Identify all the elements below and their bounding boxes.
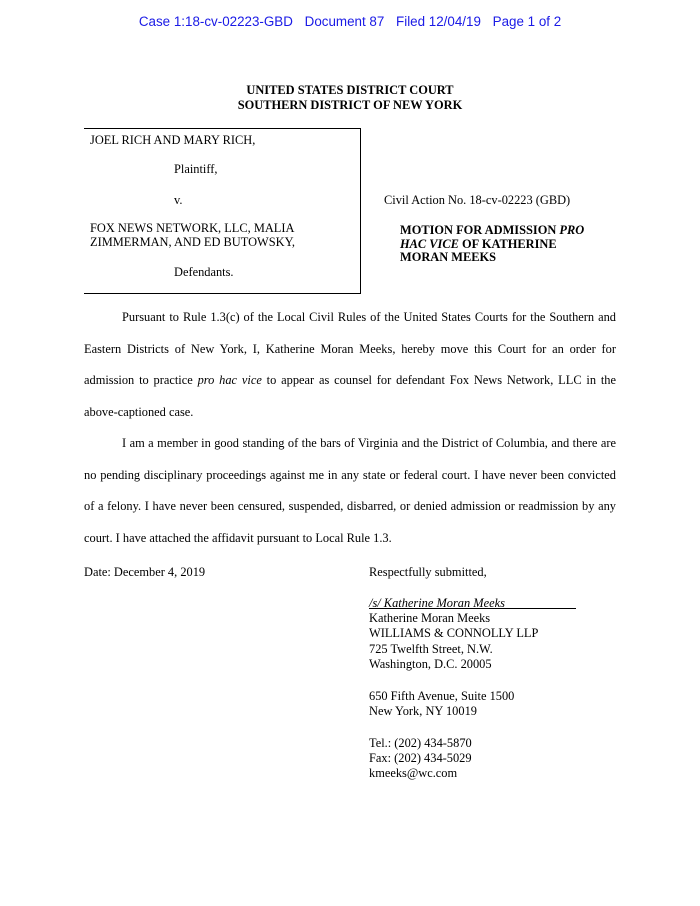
closing: Respectfully submitted, (369, 565, 487, 579)
court-heading (0, 83, 700, 112)
case-caption-box (84, 128, 361, 294)
case-number: Case 1:18-cv-02223-GBD (138, 14, 293, 29)
para2-text: I am a member in good standing of the bars of Virginia and the District of Columbia, and there are no pending disciplinary proceedings against me in any state or federal court. I have never been convicted of a felony. I have never been censured, suspended, disbarred, or denied admission or readmission by any court. I have attached the affidavit pursuant to Local Rule 1.3. (84, 436, 616, 545)
motion-title-line3: MORAN MEEKS (400, 250, 497, 264)
telephone: Tel.: (202) 434-5870 (369, 736, 472, 750)
court-heading-line2: SOUTHERN DISTRICT OF NEW YORK (237, 97, 463, 112)
ecf-header-stamp (0, 14, 700, 29)
plaintiffs-name: JOEL RICH AND MARY RICH, (90, 133, 256, 147)
para1-text-a: Pursuant to Rule 1.3(c) of the Local Civil Rules of the United States Courts for the Southern and Eastern Districts of New York, I, Katherine Moran Meeks, hereby move this Court for an order for admission to practice (84, 310, 616, 387)
address-line4: New York, NY 10019 (369, 704, 477, 718)
signature-line (369, 608, 576, 609)
page-indicator: Page 1 of 2 (492, 14, 562, 29)
motion-title-part1: MOTION FOR ADMISSION (400, 223, 560, 237)
defendant-role: Defendants. (174, 265, 234, 279)
document-number: Document 87 (304, 14, 385, 29)
motion-title-part2: OF KATHERINE (458, 236, 557, 251)
civil-action-number: Civil Action No. 18-cv-02223 (GBD) (384, 193, 571, 207)
motion-title-pro: PRO (559, 223, 585, 237)
signer-name: Katherine Moran Meeks (369, 611, 491, 625)
email-address[interactable]: kmeeks@wc.com (369, 766, 458, 780)
versus: v. (174, 193, 183, 207)
address-line3: 650 Fifth Avenue, Suite 1500 (369, 689, 515, 703)
address-line1: 725 Twelfth Street, N.W. (369, 642, 493, 656)
firm-name: WILLIAMS & CONNOLLY LLP (369, 626, 539, 640)
filed-date: Filed 12/04/19 (396, 14, 481, 29)
para1-text-b: to appear as counsel for defendant Fox News Network, LLC in the above-captioned case. (84, 373, 617, 419)
motion-title-hac-vice: HAC VICE (400, 236, 459, 251)
defendants-line2: ZIMMERMAN, AND ED BUTOWSKY, (90, 235, 296, 249)
plaintiff-role: Plaintiff, (174, 162, 218, 176)
body-paragraph-2 (84, 428, 616, 554)
date-line: Date: December 4, 2019 (84, 565, 206, 579)
para1-italic: pro hac vice (197, 373, 262, 387)
defendants-line1: FOX NEWS NETWORK, LLC, MALIA (90, 221, 295, 235)
motion-title (400, 224, 584, 265)
electronic-signature: /s/ Katherine Moran Meeks (369, 596, 505, 610)
court-heading-line1: UNITED STATES DISTRICT COURT (246, 83, 454, 97)
fax: Fax: (202) 434-5029 (369, 751, 472, 765)
address-line2: Washington, D.C. 20005 (369, 657, 492, 671)
body-paragraph-1 (84, 302, 616, 428)
